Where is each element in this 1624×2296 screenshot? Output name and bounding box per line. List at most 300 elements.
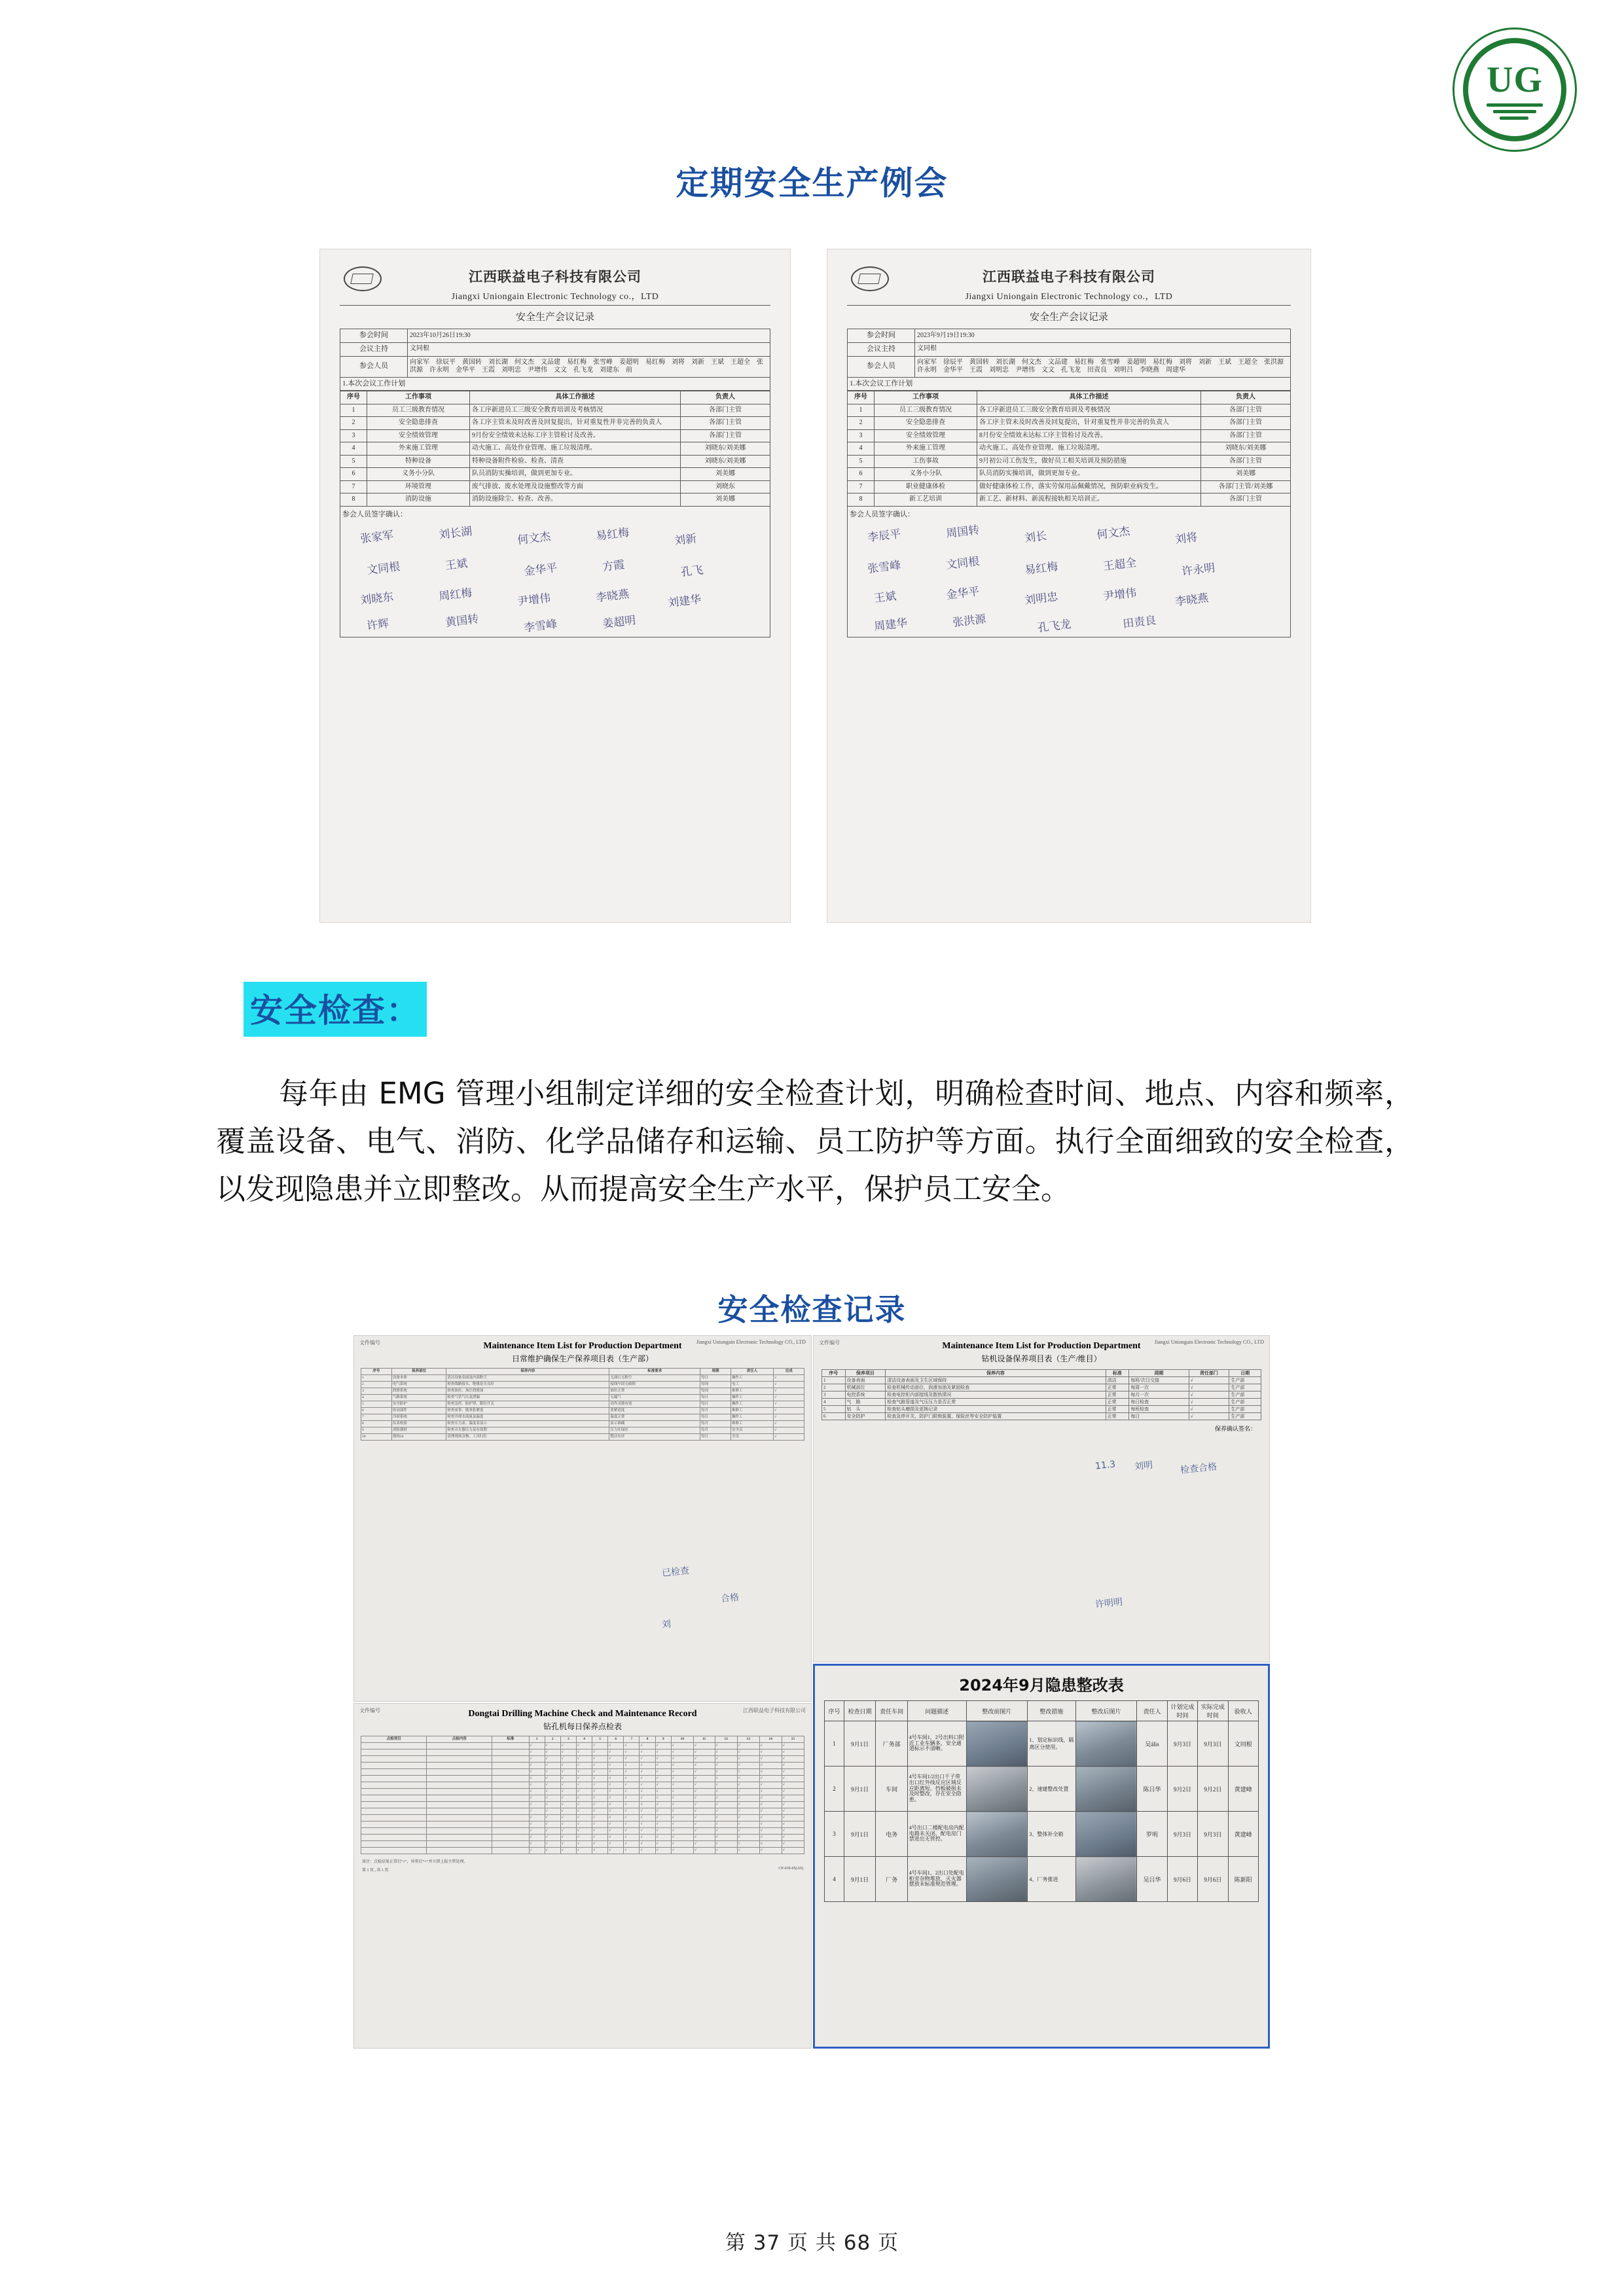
footer-note: 备注：点检结果正常打“√”，异常打“×”并立即上报主管处理。 [362, 1860, 468, 1864]
photo-after [1075, 1857, 1137, 1902]
cell: 每日检查 [1129, 1399, 1189, 1406]
col-header: 序号 [848, 391, 875, 404]
col-header: 周期 [1129, 1370, 1189, 1377]
cell-owner: 刘晓东/刘美娜 [1201, 442, 1291, 456]
cell: 油位正常 [609, 1388, 700, 1395]
col-header: 保养内容 [886, 1370, 1106, 1377]
inspection-photo-grid [353, 1335, 1270, 2049]
cell-owner: 各部门主管 [681, 404, 770, 417]
cell-no: 2 [848, 417, 875, 430]
cell: 每日 [700, 1434, 731, 1441]
cell: 生产部 [1229, 1391, 1261, 1399]
col-header: 责任人 [1137, 1701, 1167, 1721]
cell: 7 [361, 1414, 392, 1421]
col-header: 6 [608, 1736, 624, 1743]
handwriting-note: 许明明 [1094, 1596, 1123, 1611]
cell: 正常 [1106, 1384, 1129, 1391]
logo-swoosh-icon [1487, 103, 1543, 123]
cell: 每日 [1129, 1413, 1189, 1420]
cell: 每日 [700, 1375, 731, 1382]
cell-problem: 4号车间1、2出口处配电柜旁杂物堆放，灭火器摆放未标准规范管理。 [907, 1857, 966, 1902]
cell: 清洁设备表面及内部粉尘 [446, 1375, 609, 1382]
cell-date: 9月1日 [844, 1721, 875, 1767]
cell: 整洁有序 [609, 1434, 700, 1441]
col-header: 1 [529, 1736, 545, 1743]
cell: 8 [361, 1421, 392, 1427]
cell-item: 安全隐患排查 [367, 417, 470, 430]
inspection-photo-rectification-table [813, 1664, 1270, 2049]
cell: 维修工 [731, 1421, 773, 1427]
cell-owner: 各部门主管 [681, 417, 770, 430]
cell: √ [774, 1382, 804, 1388]
sheet-logo-icon [344, 266, 382, 291]
page-footer: 第 37 页 共 68 页 [725, 2231, 899, 2255]
field-value: 2023年10月26日19:30 [408, 329, 770, 343]
table-row [848, 442, 1291, 456]
cell-owner: 各部门主管/刘美娜 [1201, 480, 1291, 493]
cell: 正常 [1106, 1391, 1129, 1399]
photo-corner-right: Jiangxi Uniongain Electronic Technology CO., LTD [1154, 1339, 1264, 1345]
field-label: 参会时间 [340, 329, 408, 343]
cell-measure: 1、划定标识线，隔离区分使用。 [1028, 1721, 1075, 1767]
table-row [340, 468, 770, 481]
cell: 检查冷却水流量及温度 [446, 1414, 609, 1421]
logo-text: UG [1487, 60, 1543, 100]
cell-plan-date: 9月6日 [1167, 1857, 1197, 1902]
doc-number: CP-030-05(A0) [778, 1867, 803, 1871]
cell-owner: 刘晓东/刘美娜 [681, 455, 770, 468]
cell-no: 4 [848, 442, 875, 456]
cell-item: 安全隐患排查 [875, 417, 977, 430]
cell-desc: 动火施工、高处作业管理、施工垃圾清理。 [977, 442, 1201, 456]
cell: √ [774, 1395, 804, 1401]
photo-title-en: Maintenance Item List for Production Department [483, 1341, 682, 1351]
cell: 6 [361, 1408, 392, 1414]
cell: 检查钻头磨损及更换记录 [886, 1406, 1106, 1413]
cell: 冷却系统 [391, 1414, 446, 1421]
cell-problem: 4号车间1，2号出料口附近工业车辆多，安全通道标示不清晰。 [907, 1721, 966, 1767]
col-header: 序号 [340, 391, 367, 404]
table-row: √ √ √ √ √ √ √ √ √ √ √ √ √ √ √ [361, 1795, 804, 1802]
table-row [848, 404, 1291, 417]
cell-item: 新工艺培训 [875, 493, 977, 507]
inspection-photo-maintenance-list [353, 1335, 812, 1702]
cell: 生产部 [1229, 1377, 1261, 1384]
col-header: 整改措施 [1028, 1701, 1075, 1721]
cell-checker: 陈新阳 [1228, 1857, 1258, 1902]
cell: 全员 [731, 1434, 773, 1441]
cell: 3 [822, 1391, 846, 1399]
cell-no: 3 [340, 429, 367, 442]
cell: 每月 [700, 1427, 731, 1434]
field-label: 参会时间 [848, 329, 915, 343]
cell-no: 5 [340, 455, 367, 468]
col-header: 问题描述 [907, 1701, 966, 1721]
cell: 安全员 [731, 1427, 773, 1434]
table-row: √ √ √ √ √ √ √ √ √ √ √ √ √ √ √ [361, 1841, 804, 1848]
photo-title-cn: 日常维护确保生产保养项目表（生产部） [511, 1354, 653, 1363]
table-row [848, 493, 1291, 507]
cell: 正常 [1106, 1413, 1129, 1420]
cell-owner: 刘晓东/刘美娜 [681, 442, 770, 456]
cell-no: 3 [848, 429, 875, 442]
col-header: 完成 [774, 1369, 804, 1375]
sheet-logo-icon [851, 266, 889, 291]
cell: 每月一次 [1129, 1391, 1189, 1399]
cell-owner: 刘美娜 [681, 493, 770, 507]
handwriting-note: 合格 [720, 1592, 740, 1605]
table-row [822, 1399, 1261, 1406]
cell-no: 6 [848, 468, 875, 481]
cell: 5 [361, 1401, 392, 1408]
col-header: 11 [693, 1736, 715, 1743]
table-row [361, 1408, 804, 1414]
table-row [848, 417, 1291, 430]
table-row [340, 429, 770, 442]
cell: 机械部位 [845, 1384, 886, 1391]
table-row [848, 468, 1291, 481]
cell-plan-date: 9月3日 [1167, 1721, 1197, 1767]
cell: √ [774, 1434, 804, 1441]
photo-corner-right: Jiangxi Uniongain Electronic Technology CO., LTD [696, 1339, 806, 1345]
col-header: 责任人 [731, 1369, 773, 1375]
cell-plan-date: 9月2日 [1167, 1767, 1197, 1812]
table-row [822, 1413, 1261, 1420]
sheet-company-name: 江西联益电子科技有限公司 [469, 269, 641, 285]
cell-no: 1 [848, 404, 875, 417]
table-row [361, 1401, 804, 1408]
cell: 检查压力表、温度表显示 [446, 1421, 609, 1427]
cell-dept: 电务 [876, 1812, 907, 1857]
col-header: 13 [737, 1736, 759, 1743]
meeting-plan-table-1 [340, 391, 770, 507]
cell-item: 环境管理 [367, 480, 470, 493]
col-header: 具体工作描述 [470, 391, 681, 404]
table-row: √ √ √ √ √ √ √ √ √ √ √ √ √ √ √ [361, 1789, 804, 1795]
cell-dept: 厂务部 [876, 1721, 907, 1767]
field-label: 会议主持 [340, 342, 408, 356]
cell: 现场5S [391, 1434, 446, 1441]
cell-owner: 吴ális [1137, 1721, 1167, 1767]
photo-title-cn: 钻孔机每日保养点检表 [543, 1722, 622, 1731]
cell: 9 [361, 1427, 392, 1434]
photo-before [966, 1812, 1028, 1857]
photo-before [966, 1767, 1028, 1812]
table-row: √ √ √ √ √ √ √ √ √ √ √ √ √ √ √ [361, 1828, 804, 1835]
sheet-company-name-en: Jiangxi Uniongain Electronic Technology co.，LTD [847, 289, 1291, 306]
cell-desc: 消防设施除尘、检查、改善。 [470, 493, 681, 507]
cell-item: 外来施工管理 [875, 442, 977, 456]
cell-item: 职业健康体检 [875, 480, 977, 493]
cell: 气路系统 [391, 1395, 446, 1401]
cell-no: 1 [340, 404, 367, 417]
table-row: √ √ √ √ √ √ √ √ √ √ √ √ √ √ √ [361, 1763, 804, 1769]
cell-item: 义务小分队 [875, 468, 977, 481]
col-header: 工作事项 [875, 391, 977, 404]
cell: 温度正常 [609, 1414, 700, 1421]
col-header: 标准 [1106, 1370, 1129, 1377]
cell: 生产部 [1229, 1384, 1261, 1391]
rectification-table [824, 1700, 1259, 1902]
cell: √ [774, 1414, 804, 1421]
cell: √ [1189, 1384, 1229, 1391]
cell: 生产部 [1229, 1406, 1261, 1413]
cell-actual-date: 9月3日 [1198, 1812, 1228, 1857]
col-header: 点检内容 [427, 1736, 492, 1743]
cell: 安全防护 [391, 1401, 446, 1408]
col-header: 序号 [822, 1370, 846, 1377]
table-row [340, 442, 770, 456]
cell: 无漏气 [609, 1395, 700, 1401]
cell: 传动部件 [391, 1408, 446, 1414]
table-row: √ √ √ √ √ √ √ √ √ √ √ √ √ √ √ [361, 1815, 804, 1821]
col-header: 责任车间 [876, 1701, 907, 1721]
cell-no: 2 [825, 1767, 844, 1812]
cell: 维修工 [731, 1388, 773, 1395]
cell: 显示准确 [609, 1421, 700, 1427]
cell: 每班检查 [1129, 1406, 1189, 1413]
col-header: 整改前图片 [966, 1701, 1028, 1721]
cell: 4 [361, 1395, 392, 1401]
cell: 电工 [731, 1382, 773, 1388]
cell-desc: 9月份安全绩效未达标工序主管检讨及改善。 [470, 429, 681, 442]
cell: 操作工 [731, 1395, 773, 1401]
handwriting-note: 刘 [661, 1619, 672, 1630]
photo-title-en: Dongtai Drilling Machine Check and Maintenance Record [468, 1709, 697, 1719]
cell-owner: 陈吕华 [1137, 1767, 1167, 1812]
cell-desc: 新工艺、新材料、新流程接轨相关培训正。 [977, 493, 1201, 507]
col-header: 15 [782, 1736, 804, 1743]
cell-owner: 吴吕华 [1137, 1857, 1167, 1902]
cell-date: 9月1日 [844, 1857, 875, 1902]
col-header: 验收人 [1228, 1701, 1258, 1721]
cell-no: 4 [825, 1857, 844, 1902]
col-header: 工作事项 [367, 391, 470, 404]
drill-maintenance-table [821, 1369, 1261, 1420]
cell-item: 安全绩效管理 [875, 429, 977, 442]
field-label: 参会人员 [340, 356, 408, 377]
cell-owner: 各部门主管 [1201, 493, 1291, 507]
col-header: 整改后图片 [1075, 1701, 1137, 1721]
cell-actual-date: 9月3日 [1198, 1721, 1228, 1767]
cell-owner: 各部门主管 [681, 429, 770, 442]
col-header: 标准 [492, 1736, 529, 1743]
table-row [825, 1721, 1259, 1767]
cell: 检查气路管道及气压压力是否正常 [886, 1399, 1106, 1406]
sheet-company-name-en: Jiangxi Uniongain Electronic Technology co.，LTD [340, 289, 770, 306]
cell: 检查机械传动部位，润滑加油及紧固检查 [886, 1384, 1106, 1391]
cell: 消防器材 [391, 1427, 446, 1434]
plan-caption: 1.本次会议工作计划 [340, 377, 770, 391]
photo-after [1075, 1767, 1137, 1812]
cell: 设备表面 [845, 1377, 886, 1384]
table-row: √ √ √ √ √ √ √ √ √ √ √ √ √ √ √ [361, 1848, 804, 1854]
col-header: 8 [640, 1736, 655, 1743]
cell: 正常 [1106, 1406, 1129, 1413]
col-header: 保养部位 [391, 1369, 446, 1375]
handwriting-note: 11.3 [1094, 1459, 1116, 1472]
cell: 10 [361, 1434, 392, 1441]
cell: 清理现场杂物、工具归位 [446, 1434, 609, 1441]
cell-checker: 黄建峰 [1228, 1812, 1258, 1857]
cell: 动作灵敏有效 [609, 1401, 700, 1408]
meeting-header-table [340, 329, 770, 391]
table-row [848, 455, 1291, 468]
cell-measure: 3、整体补全箱 [1028, 1812, 1075, 1857]
col-header: 实际完成时间 [1198, 1701, 1228, 1721]
cell: 2 [361, 1382, 392, 1388]
plan-caption: 1.本次会议工作计划 [848, 377, 1291, 391]
cell-no: 1 [825, 1721, 844, 1767]
cell: 每周 [700, 1382, 731, 1388]
signature-label: 参会人员签字确认： [342, 510, 407, 518]
cell: 清洁设备表面及卫生区域保持 [886, 1377, 1106, 1384]
sheet-doc-title: 安全生产会议记录 [1029, 312, 1108, 323]
cell: 安全防护 [845, 1413, 886, 1420]
maintenance-item-table [361, 1368, 804, 1441]
cell-desc: 动火施工、高处作业管理、施工垃圾清理。 [470, 442, 681, 456]
meeting-record-photo-2 [827, 249, 1311, 923]
col-header: 负责人 [681, 391, 770, 404]
cell-no: 8 [848, 493, 875, 507]
cell-no: 8 [340, 493, 367, 507]
cell-item: 义务小分队 [367, 468, 470, 481]
table-row [825, 1857, 1259, 1902]
photo-after [1075, 1721, 1137, 1767]
cell: √ [1189, 1377, 1229, 1384]
cell: 每日 [700, 1395, 731, 1401]
table-row [825, 1767, 1259, 1812]
cell: 钻 头 [845, 1406, 886, 1413]
cell: 每日 [700, 1414, 731, 1421]
col-header: 4 [576, 1736, 592, 1743]
section-heading-safety-check: 安全检查： [244, 982, 427, 1037]
cell: 检查急停开关、防护门联锁装置、保险丝等安全防护装置 [886, 1413, 1106, 1420]
photo-title-en: Maintenance Item List for Production Department [942, 1341, 1141, 1351]
field-value: 2023年9月19日19:30 [915, 329, 1291, 343]
cell-owner: 各部门主管 [1201, 404, 1291, 417]
cell: 电气系统 [391, 1382, 446, 1388]
table-row [822, 1377, 1261, 1384]
cell-desc: 队员消防实操培训，做到更加专业。 [977, 468, 1201, 481]
page-title: 定期安全生产例会 [676, 164, 948, 202]
cell-problem: 4号车间1/2出口千子带出口红外线反应区域反应距离短，挡板破损未及时整改，存在安全隐患。 [907, 1767, 966, 1812]
col-header: 2 [545, 1736, 560, 1743]
cell-checker: 黄建峰 [1228, 1767, 1258, 1812]
cell-owner: 各部门主管 [1201, 417, 1291, 430]
cell-no: 2 [340, 417, 367, 430]
cell: 每班/次日交接 [1129, 1377, 1189, 1384]
subtitle-inspection-records: 安全检查记录 [717, 1292, 907, 1327]
rectification-title: 2024年9月隐患整改表 [959, 1676, 1124, 1695]
cell: 操作工 [731, 1401, 773, 1408]
cell-item: 员工三级教育情况 [367, 404, 470, 417]
cell: 压力在绿区 [609, 1427, 700, 1434]
cell-desc: 8月份安全绩效未达标工序主管检讨及改善。 [977, 429, 1201, 442]
signature-area-1: 参会人员签字确认： 张家军 刘长湖 何文杰 易红梅 刘新 文同根 王斌 金华平 方霞 孔飞 刘晓东 周红梅 尹增伟 李晓燕 刘建华 许辉 黄国转 李雪峰 姜超明 [340, 507, 770, 637]
table-row: √ √ √ √ √ √ √ √ √ √ √ √ √ √ √ [361, 1821, 804, 1828]
cell-item: 员工三级教育情况 [875, 404, 977, 417]
col-header: 负责人 [1201, 391, 1291, 404]
col-header: 12 [715, 1736, 737, 1743]
photo-title-cn: 钻机设备保养项目表（生产/维目） [981, 1354, 1102, 1363]
cell-desc: 各工序主管未及时改善及回复提出，针对重复性并非完善的负责人 [470, 417, 681, 430]
meeting-plan-table-2 [847, 391, 1291, 507]
table-row [361, 1434, 804, 1441]
col-header: 日期 [1229, 1370, 1261, 1377]
cell: 检查油位、加注润滑油 [446, 1388, 609, 1395]
table-row: √ √ √ √ √ √ √ √ √ √ √ √ √ √ √ [361, 1743, 804, 1749]
col-header: 5 [592, 1736, 608, 1743]
cell: 每月 [700, 1408, 731, 1414]
field-value: 文同根 [408, 342, 770, 356]
table-row [340, 417, 770, 430]
photo-corner-left: 文件编号 [359, 1708, 380, 1713]
field-label: 会议主持 [848, 342, 915, 356]
cell: 1 [361, 1375, 392, 1382]
handwriting-note: 检查合格 [1180, 1462, 1218, 1476]
cell: 检查急停、防护罩、限位开关 [446, 1401, 609, 1408]
company-logo [1453, 27, 1577, 152]
col-header: 3 [560, 1736, 576, 1743]
cell-owner: 罗明 [1137, 1812, 1167, 1857]
cell-owner: 刘晓东 [681, 480, 770, 493]
table-row: √ √ √ √ √ √ √ √ √ √ √ √ √ √ √ [361, 1782, 804, 1789]
cell: 无油污无粉尘 [609, 1375, 700, 1382]
cell: 2 [822, 1384, 846, 1391]
col-header: 计划完成时间 [1167, 1701, 1197, 1721]
cell: 张紧适度 [609, 1408, 700, 1414]
col-header: 标准要求 [609, 1369, 700, 1375]
cell-actual-date: 9月2日 [1198, 1767, 1228, 1812]
col-header: 序号 [825, 1701, 844, 1721]
table-row [848, 429, 1291, 442]
cell-item: 特种设备 [367, 455, 470, 468]
cell: 检查灭火器压力及有效期 [446, 1427, 609, 1434]
cell-owner: 各部门主管 [1201, 429, 1291, 442]
inspection-photo-daily-check-record [353, 1703, 812, 2049]
cell-desc: 各工序主管未及时改善及回复提出，针对重复性并非完善的负责人 [977, 417, 1201, 430]
cell: 检查线路接头、绝缘是否良好 [446, 1382, 609, 1388]
cell: 检查气管气压及泄漏 [446, 1395, 609, 1401]
col-header: 保养内容 [446, 1369, 609, 1375]
field-value: 文同根 [915, 342, 1291, 356]
table-row: √ √ √ √ √ √ √ √ √ √ √ √ √ √ √ [361, 1802, 804, 1808]
cell: 设备本体 [391, 1375, 446, 1382]
cell: 5 [822, 1406, 846, 1413]
cell-owner: 刘美娜 [1201, 468, 1291, 481]
col-header: 7 [624, 1736, 640, 1743]
cell-item: 消防设施 [367, 493, 470, 507]
cell: √ [774, 1375, 804, 1382]
signature-label: 参会人员签字确认： [850, 510, 914, 518]
cell-problem: 4号出口二楼配电房内配电箱未关闭，配电房门禁进出无管控。 [907, 1812, 966, 1857]
table-row [361, 1375, 804, 1382]
cell: 4 [822, 1399, 846, 1406]
safety-check-paragraph: 每年由 EMG 管理小组制定详细的安全检查计划，明确检查时间、地点、内容和频率，覆盖设备、电气、消防、化学品储存和运输、员工防护等方面。执行全面细致的安全检查，以发现隐患并立即整改。从而提高安全生产水平，保护员工安全。 [216, 1076, 1414, 1206]
cell: 检查皮带、链条张紧度 [446, 1408, 609, 1414]
table-row [340, 455, 770, 468]
cell: √ [774, 1408, 804, 1414]
cell: 润滑系统 [391, 1388, 446, 1395]
cell-desc: 9月初公司工伤发生，做好员工相关培训及预防措施 [977, 455, 1201, 468]
page-note: 第 1 页 , 共 1 页 [362, 1869, 389, 1873]
table-row: √ √ √ √ √ √ √ √ √ √ √ √ √ √ √ [361, 1769, 804, 1776]
daily-check-grid-table [361, 1736, 804, 1854]
sheet-doc-title: 安全生产会议记录 [515, 312, 594, 323]
inspection-photo-drill-maintenance [813, 1335, 1270, 1662]
cell: √ [1189, 1406, 1229, 1413]
